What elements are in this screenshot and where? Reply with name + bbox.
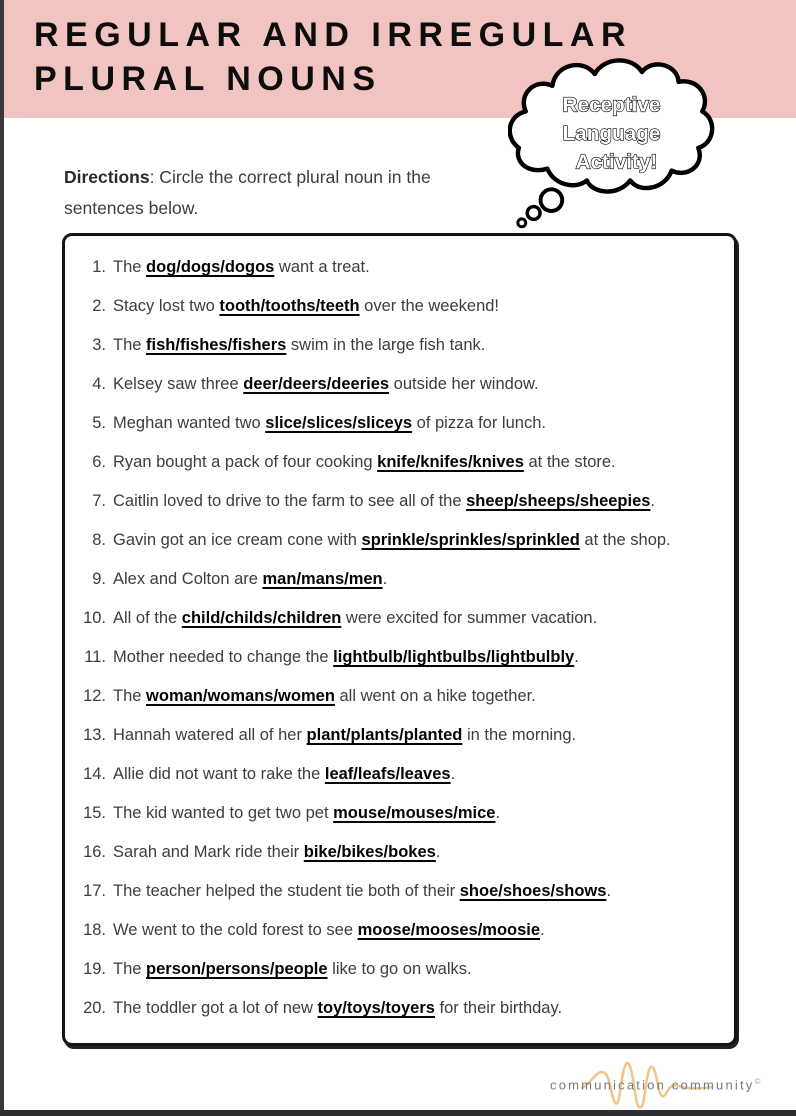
plural-choice: deer/deers/deeries <box>243 375 390 393</box>
plural-choice: plant/plants/planted <box>306 726 463 744</box>
item-number: 14. <box>83 765 106 783</box>
plural-choice: fish/fishes/fishers <box>146 336 287 354</box>
plural-choice: toy/toys/toyers <box>317 999 435 1017</box>
list-item <box>65 801 720 825</box>
plural-choice: moose/mooses/moosie <box>357 921 541 939</box>
item-pre-text: We went to the cold forest to see <box>113 921 358 939</box>
directions-label: Directions <box>64 166 150 187</box>
item-pre-text: Meghan wanted two <box>113 414 266 432</box>
copyright-mark: © <box>754 1077 761 1086</box>
list-item <box>65 762 720 786</box>
plural-choice: knife/knifes/knives <box>377 453 524 471</box>
list-item <box>65 606 720 630</box>
item-number: 20. <box>83 999 106 1017</box>
list-item <box>65 333 720 357</box>
item-pre-text: Allie did not want to rake the <box>113 765 325 783</box>
item-number: 12. <box>83 687 106 705</box>
item-pre-text: Kelsey saw three <box>113 375 244 393</box>
item-pre-text: Alex and Colton are <box>113 570 263 588</box>
plural-choice: child/childs/children <box>181 609 342 627</box>
item-post-text: over the weekend! <box>359 297 500 315</box>
item-pre-text: The teacher helped the student tie both of their <box>113 882 460 900</box>
bubble-text-line3: Activity! <box>575 150 658 174</box>
item-pre-text: The <box>113 336 147 354</box>
brand-name: communication community <box>550 1077 755 1093</box>
item-post-text: at the shop. <box>579 531 671 549</box>
item-post-text: swim in the large fish tank. <box>286 336 486 354</box>
item-number: 15. <box>83 804 106 822</box>
item-sentence <box>113 606 597 630</box>
item-number: 8. <box>92 531 106 549</box>
item-sentence <box>113 372 539 396</box>
list-item <box>65 294 720 318</box>
item-post-text: want a treat. <box>274 258 370 276</box>
sentence-box <box>62 233 737 1046</box>
list-item <box>65 723 720 747</box>
item-post-text: . <box>450 765 456 783</box>
item-pre-text: Sarah and Mark ride their <box>113 843 304 861</box>
list-item <box>65 840 720 864</box>
item-pre-text: Ryan bought a pack of four cooking <box>113 453 378 471</box>
list-item <box>65 879 720 903</box>
list-item <box>65 255 720 279</box>
brand-logo <box>550 1077 760 1092</box>
plural-choice: sprinkle/sprinkles/sprinkled <box>361 531 580 549</box>
item-number: 16. <box>83 843 106 861</box>
item-post-text: like to go on walks. <box>327 960 472 978</box>
item-number: 5. <box>92 414 106 432</box>
plural-choice: dog/dogs/dogos <box>146 258 275 276</box>
item-post-text: . <box>574 648 579 666</box>
item-post-text: . <box>606 882 612 900</box>
item-post-text: . <box>382 570 388 588</box>
plural-choice: leaf/leafs/leaves <box>324 765 451 783</box>
item-post-text: at the store. <box>523 453 616 471</box>
plural-choice: bike/bikes/bokes <box>303 843 436 861</box>
list-item <box>65 918 720 942</box>
item-sentence <box>113 294 499 318</box>
bubble-text-line2: Language <box>562 122 661 146</box>
item-sentence <box>113 723 576 747</box>
list-item <box>65 489 720 513</box>
list-item <box>65 684 720 708</box>
item-sentence <box>113 255 370 279</box>
list-item <box>65 450 720 474</box>
item-sentence <box>113 762 455 786</box>
item-pre-text: Caitlin loved to drive to the farm to see all of the <box>113 492 467 510</box>
item-post-text: . <box>540 921 545 939</box>
plural-choice: man/mans/men <box>262 570 383 588</box>
item-sentence <box>113 879 611 903</box>
plural-choice: slice/slices/sliceys <box>265 414 413 432</box>
page-bottom-edge <box>0 1110 796 1116</box>
list-item <box>65 411 720 435</box>
item-sentence <box>113 840 440 864</box>
item-pre-text: The kid wanted to get two pet <box>113 804 334 822</box>
item-sentence <box>113 645 579 669</box>
list-item <box>65 528 720 552</box>
item-sentence <box>113 333 485 357</box>
bubble-text-line1: Receptive <box>562 93 661 117</box>
directions-text <box>64 162 456 224</box>
item-post-text: all went on a hike together. <box>334 687 536 705</box>
item-sentence <box>113 411 546 435</box>
item-pre-text: The <box>113 960 147 978</box>
page-title-line1: REGULAR AND IRREGULAR <box>34 16 633 54</box>
item-number: 19. <box>83 960 106 978</box>
item-number: 1. <box>92 258 106 276</box>
item-number: 18. <box>83 921 106 939</box>
item-pre-text: Gavin got an ice cream cone with <box>113 531 362 549</box>
item-sentence <box>113 528 671 552</box>
item-number: 3. <box>92 336 106 354</box>
sentence-list <box>65 236 734 1020</box>
item-number: 10. <box>83 609 106 627</box>
list-item <box>65 957 720 981</box>
item-sentence <box>113 918 545 942</box>
list-item <box>65 372 720 396</box>
plural-choice: mouse/mouses/mice <box>333 804 496 822</box>
page-title-line2: PLURAL NOUNS <box>34 60 382 98</box>
item-sentence <box>113 684 536 708</box>
item-pre-text: Mother needed to change the <box>113 648 334 666</box>
list-item <box>65 996 720 1020</box>
item-pre-text: All of the <box>113 609 182 627</box>
directions-body: : Circle the correct plural noun in the sentences below. <box>64 166 431 218</box>
item-post-text: . <box>495 804 501 822</box>
item-pre-text: The <box>113 258 147 276</box>
list-item <box>65 567 720 591</box>
plural-choice: sheep/sheeps/sheepies <box>466 492 651 510</box>
item-post-text: of pizza for lunch. <box>412 414 546 432</box>
item-post-text: outside her window. <box>389 375 539 393</box>
item-post-text: for their birthday. <box>434 999 563 1017</box>
thought-bubble <box>508 54 715 230</box>
plural-choice: woman/womans/women <box>146 687 335 705</box>
item-number: 2. <box>92 297 106 315</box>
plural-choice: person/persons/people <box>146 960 328 978</box>
item-number: 4. <box>92 375 106 393</box>
item-post-text: were excited for summer vacation. <box>341 609 598 627</box>
thought-bubble-cloud-icon <box>508 54 715 230</box>
item-pre-text: The toddler got a lot of new <box>113 999 318 1017</box>
plural-choice: lightbulb/lightbulbs/lightbulbly <box>333 648 575 666</box>
item-pre-text: The <box>113 687 147 705</box>
item-sentence <box>113 567 387 591</box>
item-sentence <box>113 450 616 474</box>
item-number: 17. <box>83 882 106 900</box>
item-pre-text: Hannah watered all of her <box>113 726 307 744</box>
list-item <box>65 645 720 669</box>
item-sentence <box>113 996 562 1020</box>
plural-choice: tooth/tooths/teeth <box>219 297 360 315</box>
item-number: 11. <box>84 648 106 666</box>
item-post-text: . <box>650 492 656 510</box>
item-number: 9. <box>92 570 106 588</box>
item-post-text: in the morning. <box>462 726 577 744</box>
item-sentence <box>113 489 655 513</box>
item-sentence <box>113 801 500 825</box>
item-number: 7. <box>92 492 106 510</box>
item-number: 13. <box>83 726 106 744</box>
item-number: 6. <box>92 453 106 471</box>
item-post-text: . <box>435 843 441 861</box>
item-pre-text: Stacy lost two <box>113 297 220 315</box>
item-sentence <box>113 957 472 981</box>
page-left-edge <box>0 0 4 1116</box>
plural-choice: shoe/shoes/shows <box>459 882 607 900</box>
